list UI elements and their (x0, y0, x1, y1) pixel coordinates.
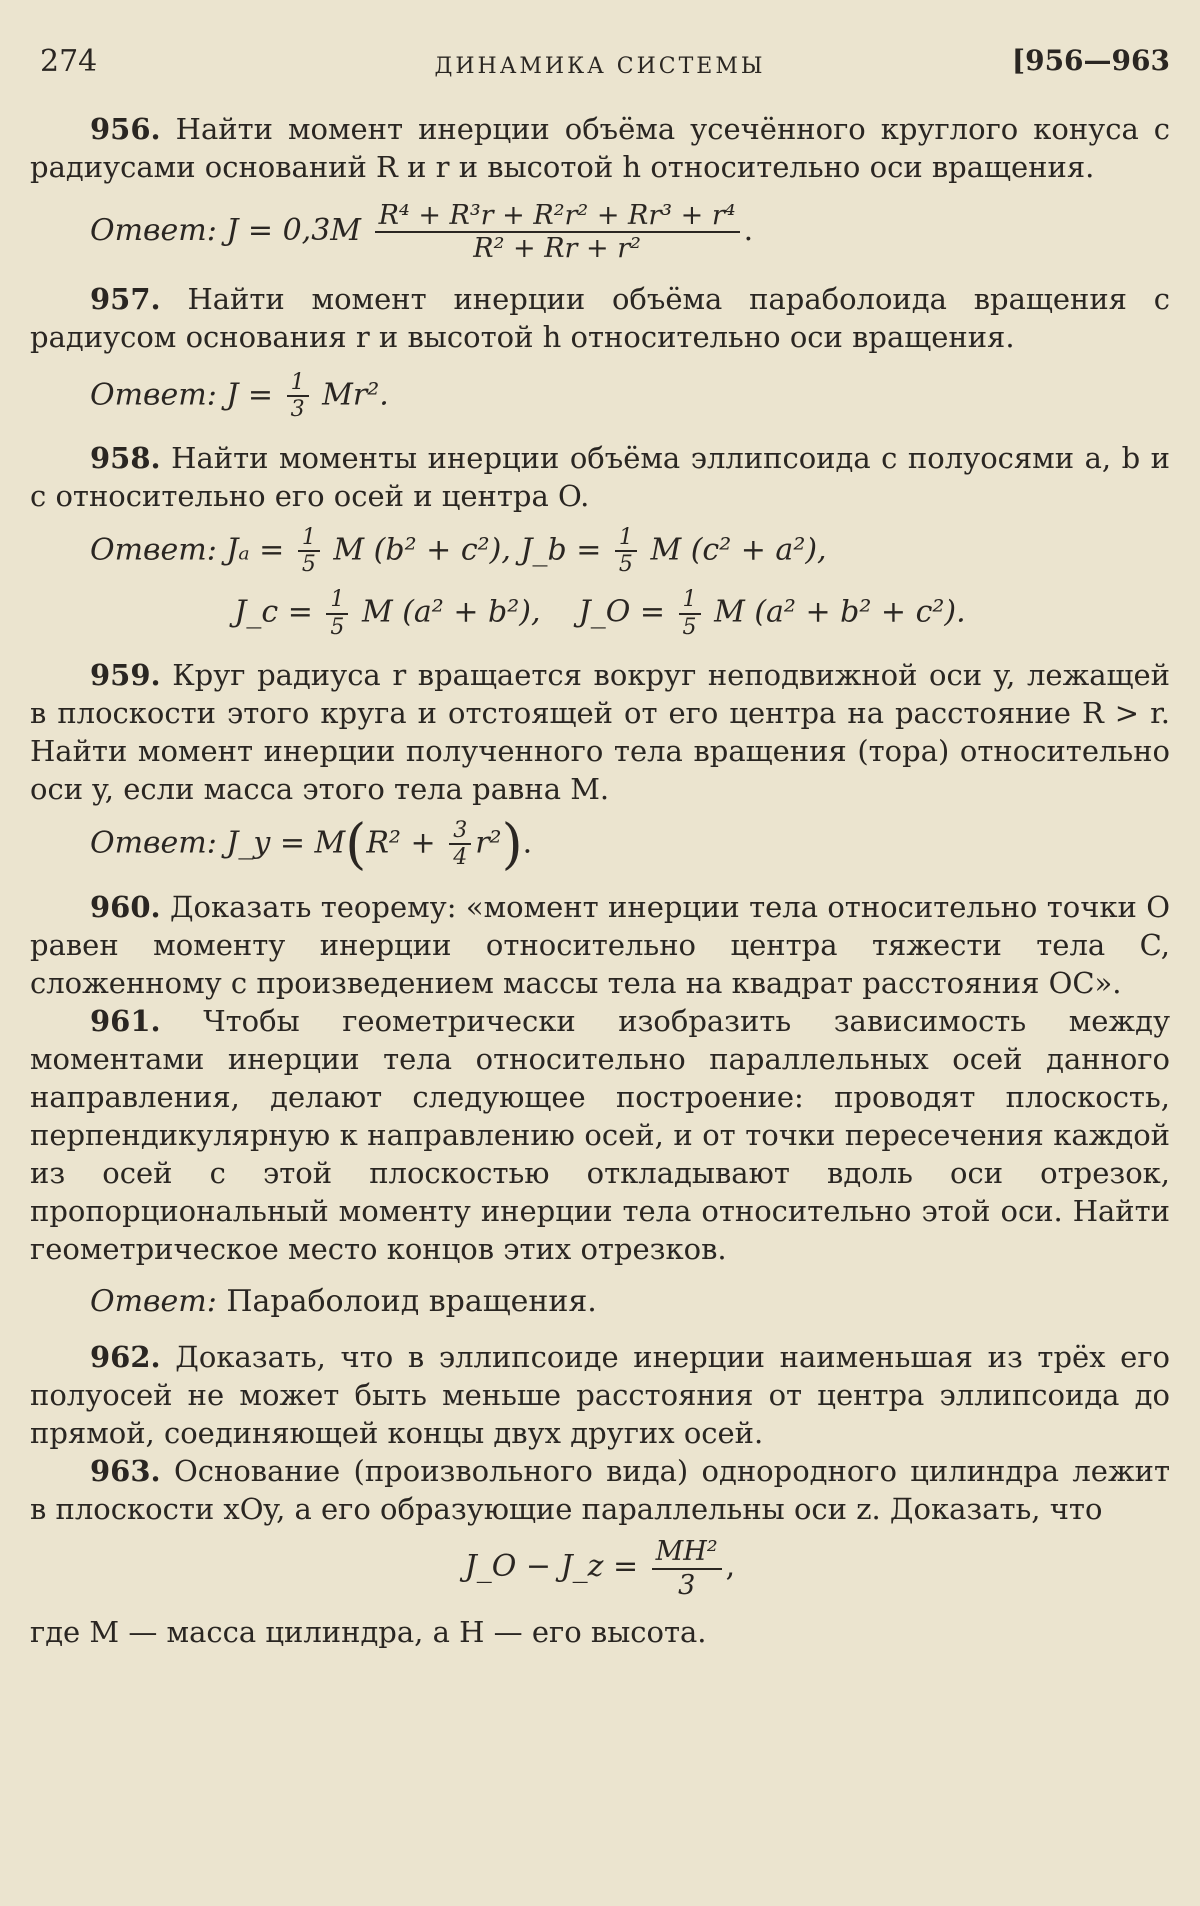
problem-958 (30, 439, 1170, 515)
answer-fraction (287, 370, 309, 423)
jb-prefix: J_b = (520, 531, 602, 567)
closing-text: где M — масса цилиндра, а H — его высота. (30, 1614, 707, 1649)
problem-text: Круг радиуса r вращается вокруг неподвижной оси y, лежащей в плоскости этого круга и отстоящей от его центра на расстояние R > r. Найти момент инерции полученного тела вращения (тора) относительно оси y, если масса этого тела равна M. (30, 657, 1170, 806)
problem-text: Доказать, что в эллипсоиде инерции наименьшая из трёх его полуосей не может быть меньше расстояния от центра эллипсоида до прямой, соединяющей концы двух других осей. (30, 1340, 1170, 1451)
jb-fraction (615, 525, 637, 578)
answer-958-line2 (30, 587, 1170, 640)
fraction-denominator: 5 (330, 614, 345, 640)
answer-label: Ответ: (90, 531, 217, 567)
problem-957 (30, 280, 1170, 356)
fraction-denominator: 3 (290, 397, 305, 423)
jo-fraction (679, 587, 701, 640)
ja-suffix: M (b² + c²), (333, 531, 511, 567)
answer-958-line1 (30, 525, 1170, 578)
problem-number: 962. (90, 1340, 161, 1375)
answer-fraction (375, 200, 740, 264)
answer-label: Ответ: (90, 377, 217, 413)
fraction-denominator: 4 (453, 845, 468, 871)
answer-text: Параболоид вращения. (226, 1284, 597, 1320)
problem-number: 960. (90, 890, 161, 925)
jo-suffix: M (a² + b² + c²). (714, 594, 966, 630)
problem-text: Найти моменты инерции объёма эллипсоида с полуосями a, b и c относительно его осей и центра O. (30, 440, 1171, 513)
fraction-numerator: R⁴ + R³r + R²r² + Rr³ + r⁴ (375, 200, 740, 233)
problem-number: 957. (90, 282, 161, 317)
problem-number: 959. (90, 657, 161, 692)
problem-959 (30, 656, 1170, 808)
problem-number: 963. (90, 1454, 161, 1489)
fraction-numerator: 1 (679, 587, 701, 614)
ja-fraction (298, 525, 320, 578)
problem-text: Найти момент инерции объёма усечённого круглого конуса с радиусами оснований R и r и высотой h относительно оси вращения. (30, 112, 1170, 184)
answer-label: Ответ: (90, 213, 217, 249)
formula-fraction (652, 1536, 722, 1600)
answer-suffix: Mr². (322, 377, 389, 413)
answer-prefix: J_y = M (226, 825, 346, 861)
jc-fraction (326, 587, 348, 640)
problem-963 (30, 1452, 1170, 1528)
paren-open: ( (345, 812, 367, 876)
problem-956 (30, 110, 1170, 186)
closing-963 (30, 1613, 1170, 1651)
fraction-denominator: 5 (618, 551, 633, 577)
answer-suffix: . (743, 213, 754, 249)
formula-963 (30, 1536, 1170, 1600)
fraction-denominator: 3 (678, 1569, 696, 1601)
problem-text: Основание (произвольного вида) однородного цилиндра лежит в плоскости xOy, а его образующие параллельны оси z. Доказать, что (30, 1454, 1170, 1527)
fraction-denominator: R² + Rr + r² (473, 233, 641, 265)
fraction-denominator: 5 (301, 551, 316, 577)
problem-text: Чтобы геометрически изобразить зависимость между моментами инерции тела относительно параллельных осей данного направления, делают следующее построение: проводят плоскость, перпендикулярную к направлению осей, и от точки пересечения каждой из осей с этой плоскостью откладывают вдоль оси отрезок, пропорциональный моменту инерции тела относительно этой оси. Найти геометрическое место концов этих отрезков. (30, 1004, 1171, 1267)
jc-prefix: J_c = (234, 594, 313, 630)
fraction-numerator: 1 (287, 370, 309, 397)
answer-label: Ответ: (90, 1284, 217, 1320)
formula-prefix: J_O − J_z = (464, 1549, 639, 1585)
inner-suffix: r² (475, 825, 502, 861)
running-title: ДИНАМИКА СИСТЕМЫ (434, 54, 766, 79)
answer-fraction (449, 818, 471, 871)
answer-961 (30, 1282, 1170, 1322)
problem-number: 956. (90, 112, 161, 146)
problem-number: 961. (90, 1004, 161, 1039)
fraction-numerator: 3 (449, 818, 471, 845)
problem-text: Найти момент инерции объёма параболоида вращения с радиусом основания r и высотой h относительно оси вращения. (30, 282, 1170, 355)
jb-suffix: M (c² + a²), (650, 531, 827, 567)
ja-prefix: Jₐ = (226, 531, 285, 567)
inner-prefix: R² + (366, 825, 436, 861)
problem-text: Доказать теорему: «момент инерции тела относительно точки O равен моменту инерции относительно центра тяжести тела C, сложенному с произведением массы тела на квадрат расстояния OC». (30, 890, 1170, 1001)
page-header (30, 44, 1170, 104)
jc-suffix: M (a² + b²), (361, 594, 541, 630)
answer-prefix: J = (226, 377, 274, 413)
answer-prefix: J = 0,3M (226, 213, 362, 249)
problem-number: 958. (90, 440, 161, 475)
answer-label: Ответ: (90, 825, 217, 861)
fraction-numerator: 1 (298, 525, 320, 552)
problem-961 (30, 1002, 1170, 1268)
problem-range: [956—963 (1011, 44, 1170, 77)
answer-959 (30, 812, 1170, 876)
jo-prefix: J_O = (578, 594, 665, 630)
answer-956 (30, 200, 1170, 264)
problem-960 (30, 888, 1170, 1002)
problem-962 (30, 1338, 1170, 1452)
formula-suffix: , (725, 1549, 736, 1585)
answer-suffix: . (522, 825, 533, 861)
page-number: 274 (40, 44, 98, 79)
paren-close: ) (501, 812, 523, 876)
fraction-numerator: 1 (615, 525, 637, 552)
fraction-denominator: 5 (682, 614, 697, 640)
fraction-numerator: 1 (326, 587, 348, 614)
answer-957 (30, 370, 1170, 423)
fraction-numerator: MH² (652, 1536, 722, 1569)
